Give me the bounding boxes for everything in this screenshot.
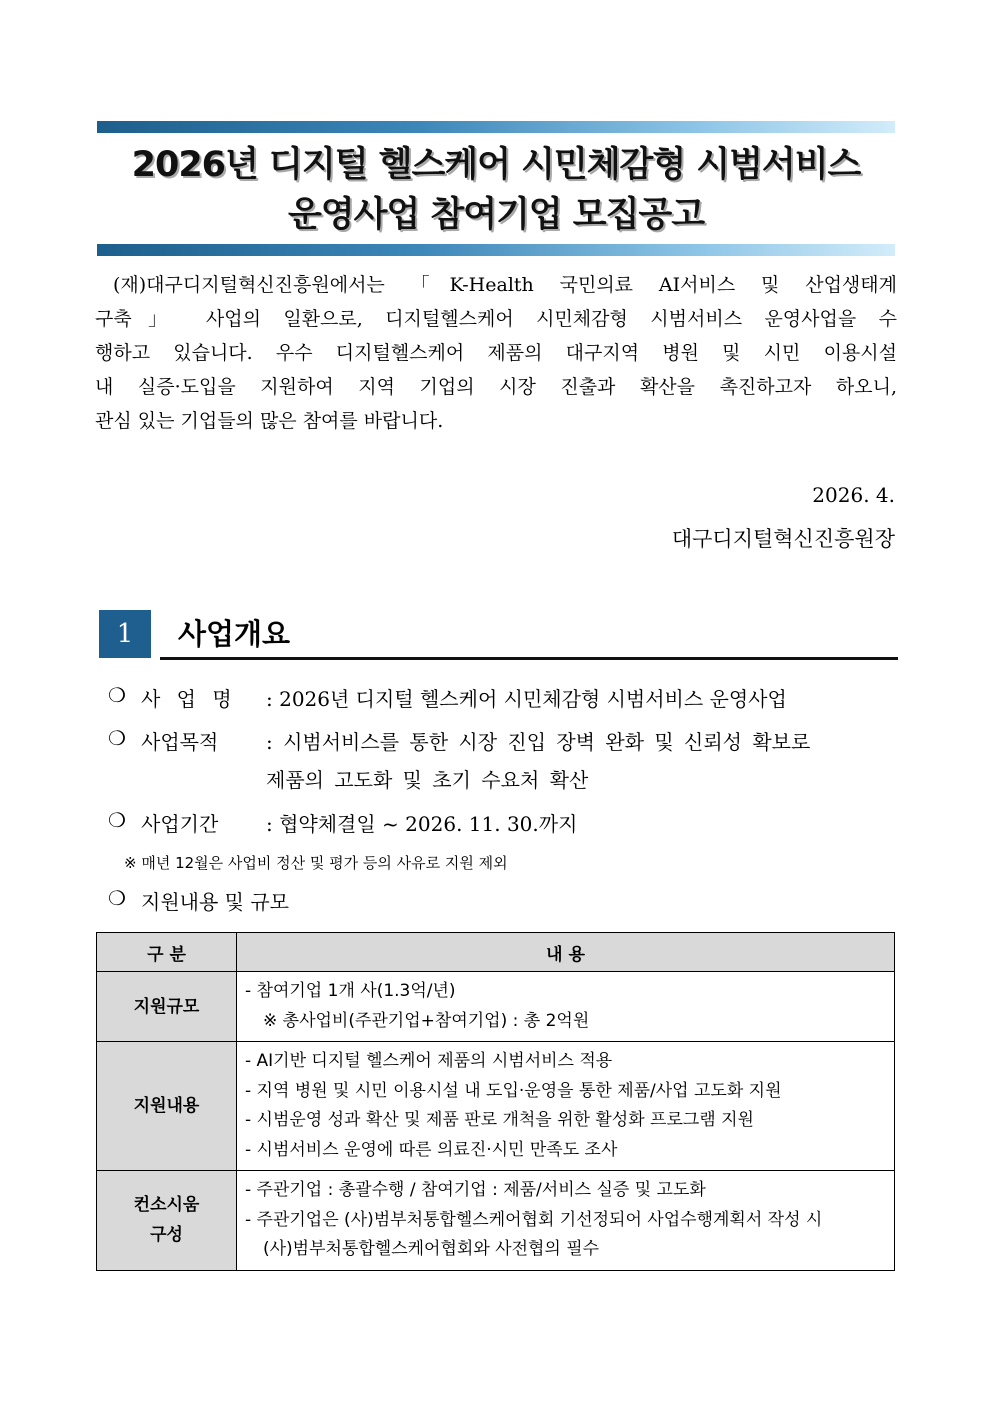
row-head xyxy=(97,972,237,1042)
table-row xyxy=(97,1171,895,1271)
support-table xyxy=(96,932,895,1271)
table-header-category: 구 분 xyxy=(97,933,237,972)
row-line: - 지역 병원 및 시민 이용시설 내 도입·운영을 통한 제품/사업 고도화 지원 xyxy=(245,1080,782,1101)
issuing-organization: 대구디지털혁신진흥원장 xyxy=(671,527,895,551)
circle-bullet-icon: ❍ xyxy=(108,683,126,707)
row-head xyxy=(97,1042,237,1171)
title-top-bar xyxy=(97,121,895,133)
row-line: - AI기반 디지털 헬스케어 제품의 시범서비스 적용 xyxy=(245,1051,613,1071)
row-head-text: 컨소시움 xyxy=(133,1195,200,1216)
row-line: - 주관기업 : 총괄수행 / 참여기업 : 제품/서비스 실증 및 고도화 xyxy=(245,1180,706,1200)
intro-paragraph xyxy=(95,268,897,438)
table-header-content: 내 용 xyxy=(237,933,895,972)
row-head-text: 지원내용 xyxy=(133,1096,200,1116)
intro-line: 구축」 사업의 일환으로, 디지털헬스케어 시민체감형 시범서비스 운영사업을 수 xyxy=(95,308,897,330)
bullet-label: 사 업 명 xyxy=(141,687,237,711)
title-bottom-bar xyxy=(97,244,895,256)
table-row xyxy=(97,1042,895,1171)
bullet-value: : 시범서비스를 통한 시장 진입 장벽 완화 및 신뢰성 확보로 xyxy=(266,730,811,754)
bullet-value-continued: 제품의 고도화 및 초기 수요처 확산 xyxy=(266,768,589,792)
circle-bullet-icon: ❍ xyxy=(108,808,126,832)
row-line: - 참여기업 1개 사(1.3억/년) xyxy=(245,981,456,1001)
section-underline xyxy=(160,657,898,660)
bullet-value: : 협약체결일 ~ 2026. 11. 30.까지 xyxy=(266,812,578,836)
intro-line: 관심 있는 기업들의 많은 참여를 바랍니다. xyxy=(95,410,444,432)
announcement-date: 2026. 4. xyxy=(812,483,895,507)
row-head-text: 구성 xyxy=(150,1225,183,1246)
row-head-text: 지원규모 xyxy=(133,996,200,1017)
document-title-line2: 운영사업 참여기업 모집공고 xyxy=(287,195,705,235)
table-header-row xyxy=(97,933,895,972)
table-row xyxy=(97,972,895,1042)
row-head xyxy=(97,1171,237,1271)
circle-bullet-icon: ❍ xyxy=(108,726,126,750)
bullet-label: 사업기간 xyxy=(141,812,219,836)
row-line: - 주관기업은 (사)범부처통합헬스케어협회 기선정되어 사업수행계획서 작성 시 xyxy=(245,1209,823,1230)
intro-line: (재)대구디지털혁신진흥원에서는 「K-Health 국민의료 AI서비스 및 산업생태계 xyxy=(113,274,897,296)
bullet-value: : 2026년 디지털 헬스케어 시민체감형 시범서비스 운영사업 xyxy=(266,687,787,711)
document-title-line1: 2026년 디지털 헬스케어 시민체감형 시범서비스 xyxy=(131,145,861,185)
row-content xyxy=(237,972,895,1042)
row-content xyxy=(237,1042,895,1171)
row-line: ※ 총사업비(주관기업+참여기업) : 총 2억원 xyxy=(263,1010,590,1031)
row-content xyxy=(237,1171,895,1271)
bullet-label: 사업목적 xyxy=(141,730,219,754)
bullet-label: 지원내용 및 규모 xyxy=(141,890,289,914)
intro-line: 행하고 있습니다. 우수 디지털헬스케어 제품의 대구지역 병원 및 시민 이용시설 xyxy=(95,342,897,364)
row-line: - 시범서비스 운영에 따른 의료진·시민 만족도 조사 xyxy=(245,1139,618,1160)
section-number-badge: 1 xyxy=(99,610,151,658)
intro-line: 내 실증·도입을 지원하여 지역 기업의 시장 진출과 확산을 촉진하고자 하오니, xyxy=(95,376,897,398)
section-title: 사업개요 xyxy=(178,617,291,651)
circle-bullet-icon: ❍ xyxy=(108,886,126,910)
row-line: (사)범부처통합헬스케어협회와 사전협의 필수 xyxy=(263,1239,600,1259)
period-note: ※ 매년 12월은 사업비 정산 및 평가 등의 사유로 지원 제외 xyxy=(124,854,508,872)
row-line: - 시범운영 성과 확산 및 제품 판로 개척을 위한 활성화 프로그램 지원 xyxy=(245,1110,754,1130)
